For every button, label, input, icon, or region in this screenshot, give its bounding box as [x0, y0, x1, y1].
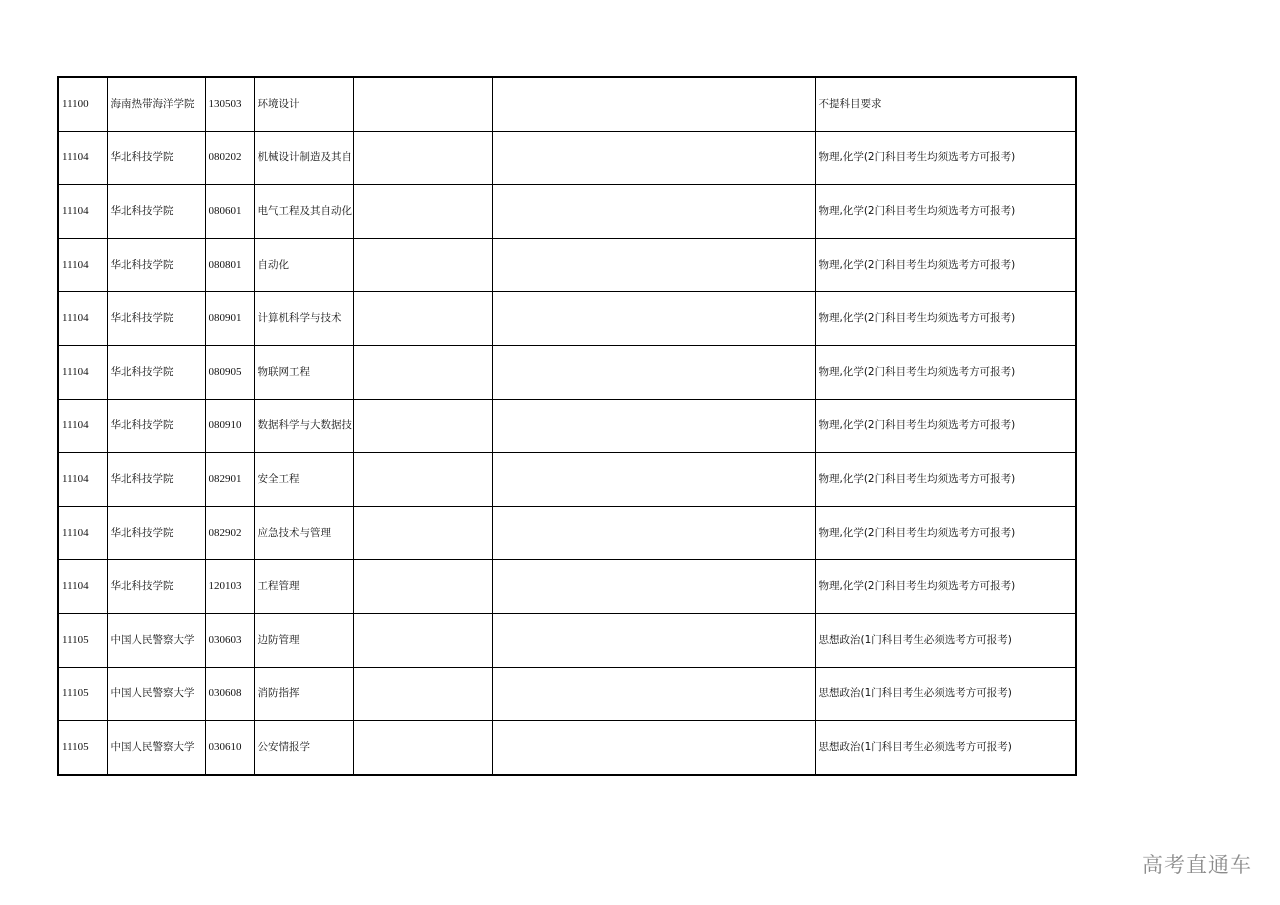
- table-row: [58, 345, 1076, 399]
- table-row: [58, 613, 1076, 667]
- cell-school-code: 11105: [58, 667, 107, 721]
- cell-school-name: 中国人民警察大学: [107, 667, 205, 721]
- watermark: 高考直通车: [1142, 853, 1252, 877]
- cell-major-name: 应急技术与管理: [254, 506, 353, 560]
- cell-major-code: 080910: [205, 399, 254, 453]
- cell-school-name: 华北科技学院: [107, 453, 205, 507]
- cell-empty: [492, 453, 815, 507]
- cell-school-name: 海南热带海洋学院: [107, 77, 205, 131]
- cell-empty: [353, 399, 492, 453]
- cell-empty: [353, 667, 492, 721]
- enrollment-table: [57, 76, 1077, 776]
- cell-subject-requirement: 思想政治(1门科目考生必须选考方可报考): [815, 667, 1076, 721]
- cell-school-name: 华北科技学院: [107, 185, 205, 239]
- cell-subject-requirement: 思想政治(1门科目考生必须选考方可报考): [815, 613, 1076, 667]
- cell-empty: [353, 721, 492, 775]
- table-row: [58, 667, 1076, 721]
- cell-empty: [353, 292, 492, 346]
- cell-school-code: 11104: [58, 238, 107, 292]
- cell-empty: [492, 667, 815, 721]
- cell-major-name: 计算机科学与技术: [254, 292, 353, 346]
- cell-school-code: 11105: [58, 721, 107, 775]
- cell-subject-requirement: 物理,化学(2门科目考生均须选考方可报考): [815, 131, 1076, 185]
- cell-major-code: 080905: [205, 345, 254, 399]
- cell-school-code: 11104: [58, 345, 107, 399]
- cell-major-name: 数据科学与大数据技: [254, 399, 353, 453]
- table-row: [58, 185, 1076, 239]
- cell-subject-requirement: 物理,化学(2门科目考生均须选考方可报考): [815, 185, 1076, 239]
- cell-empty: [492, 345, 815, 399]
- cell-major-code: 080601: [205, 185, 254, 239]
- cell-school-name: 华北科技学院: [107, 345, 205, 399]
- cell-empty: [492, 399, 815, 453]
- cell-school-code: 11104: [58, 292, 107, 346]
- cell-empty: [492, 506, 815, 560]
- cell-major-name: 自动化: [254, 238, 353, 292]
- cell-school-code: 11104: [58, 399, 107, 453]
- cell-school-code: 11104: [58, 185, 107, 239]
- cell-subject-requirement: 物理,化学(2门科目考生均须选考方可报考): [815, 238, 1076, 292]
- cell-major-name: 边防管理: [254, 613, 353, 667]
- cell-major-code: 080202: [205, 131, 254, 185]
- table-row: [58, 560, 1076, 614]
- cell-school-code: 11104: [58, 131, 107, 185]
- cell-empty: [353, 613, 492, 667]
- table-row: [58, 399, 1076, 453]
- cell-school-name: 中国人民警察大学: [107, 721, 205, 775]
- cell-empty: [353, 238, 492, 292]
- cell-major-name: 安全工程: [254, 453, 353, 507]
- cell-school-name: 华北科技学院: [107, 292, 205, 346]
- cell-major-code: 130503: [205, 77, 254, 131]
- table-row: [58, 453, 1076, 507]
- cell-school-name: 华北科技学院: [107, 399, 205, 453]
- cell-subject-requirement: 物理,化学(2门科目考生均须选考方可报考): [815, 399, 1076, 453]
- cell-empty: [353, 131, 492, 185]
- table-row: [58, 506, 1076, 560]
- cell-empty: [353, 185, 492, 239]
- cell-subject-requirement: 物理,化学(2门科目考生均须选考方可报考): [815, 345, 1076, 399]
- cell-school-code: 11104: [58, 453, 107, 507]
- cell-major-code: 082902: [205, 506, 254, 560]
- cell-major-code: 030603: [205, 613, 254, 667]
- cell-empty: [492, 77, 815, 131]
- cell-subject-requirement: 物理,化学(2门科目考生均须选考方可报考): [815, 292, 1076, 346]
- cell-empty: [492, 613, 815, 667]
- cell-empty: [353, 453, 492, 507]
- cell-major-code: 080901: [205, 292, 254, 346]
- cell-subject-requirement: 不提科目要求: [815, 77, 1076, 131]
- cell-major-code: 030610: [205, 721, 254, 775]
- cell-major-code: 120103: [205, 560, 254, 614]
- cell-major-name: 环境设计: [254, 77, 353, 131]
- cell-school-code: 11104: [58, 560, 107, 614]
- cell-subject-requirement: 物理,化学(2门科目考生均须选考方可报考): [815, 453, 1076, 507]
- cell-subject-requirement: 物理,化学(2门科目考生均须选考方可报考): [815, 506, 1076, 560]
- table-row: [58, 131, 1076, 185]
- cell-empty: [492, 131, 815, 185]
- cell-empty: [492, 560, 815, 614]
- table-row: [58, 77, 1076, 131]
- cell-major-code: 080801: [205, 238, 254, 292]
- cell-major-name: 机械设计制造及其自: [254, 131, 353, 185]
- cell-school-name: 华北科技学院: [107, 238, 205, 292]
- cell-school-code: 11105: [58, 613, 107, 667]
- cell-school-code: 11104: [58, 506, 107, 560]
- cell-school-name: 华北科技学院: [107, 506, 205, 560]
- cell-school-code: 11100: [58, 77, 107, 131]
- cell-major-name: 公安情报学: [254, 721, 353, 775]
- cell-major-name: 工程管理: [254, 560, 353, 614]
- table-row: [58, 238, 1076, 292]
- cell-empty: [492, 185, 815, 239]
- cell-school-name: 华北科技学院: [107, 560, 205, 614]
- table-row: [58, 721, 1076, 775]
- table-body: [58, 77, 1076, 775]
- cell-empty: [492, 721, 815, 775]
- cell-subject-requirement: 思想政治(1门科目考生必须选考方可报考): [815, 721, 1076, 775]
- cell-school-name: 中国人民警察大学: [107, 613, 205, 667]
- cell-empty: [492, 292, 815, 346]
- cell-subject-requirement: 物理,化学(2门科目考生均须选考方可报考): [815, 560, 1076, 614]
- cell-major-code: 030608: [205, 667, 254, 721]
- cell-empty: [353, 345, 492, 399]
- cell-empty: [353, 560, 492, 614]
- table-row: [58, 292, 1076, 346]
- cell-empty: [353, 77, 492, 131]
- cell-school-name: 华北科技学院: [107, 131, 205, 185]
- cell-empty: [492, 238, 815, 292]
- cell-major-name: 物联网工程: [254, 345, 353, 399]
- cell-major-code: 082901: [205, 453, 254, 507]
- cell-empty: [353, 506, 492, 560]
- cell-major-name: 电气工程及其自动化: [254, 185, 353, 239]
- cell-major-name: 消防指挥: [254, 667, 353, 721]
